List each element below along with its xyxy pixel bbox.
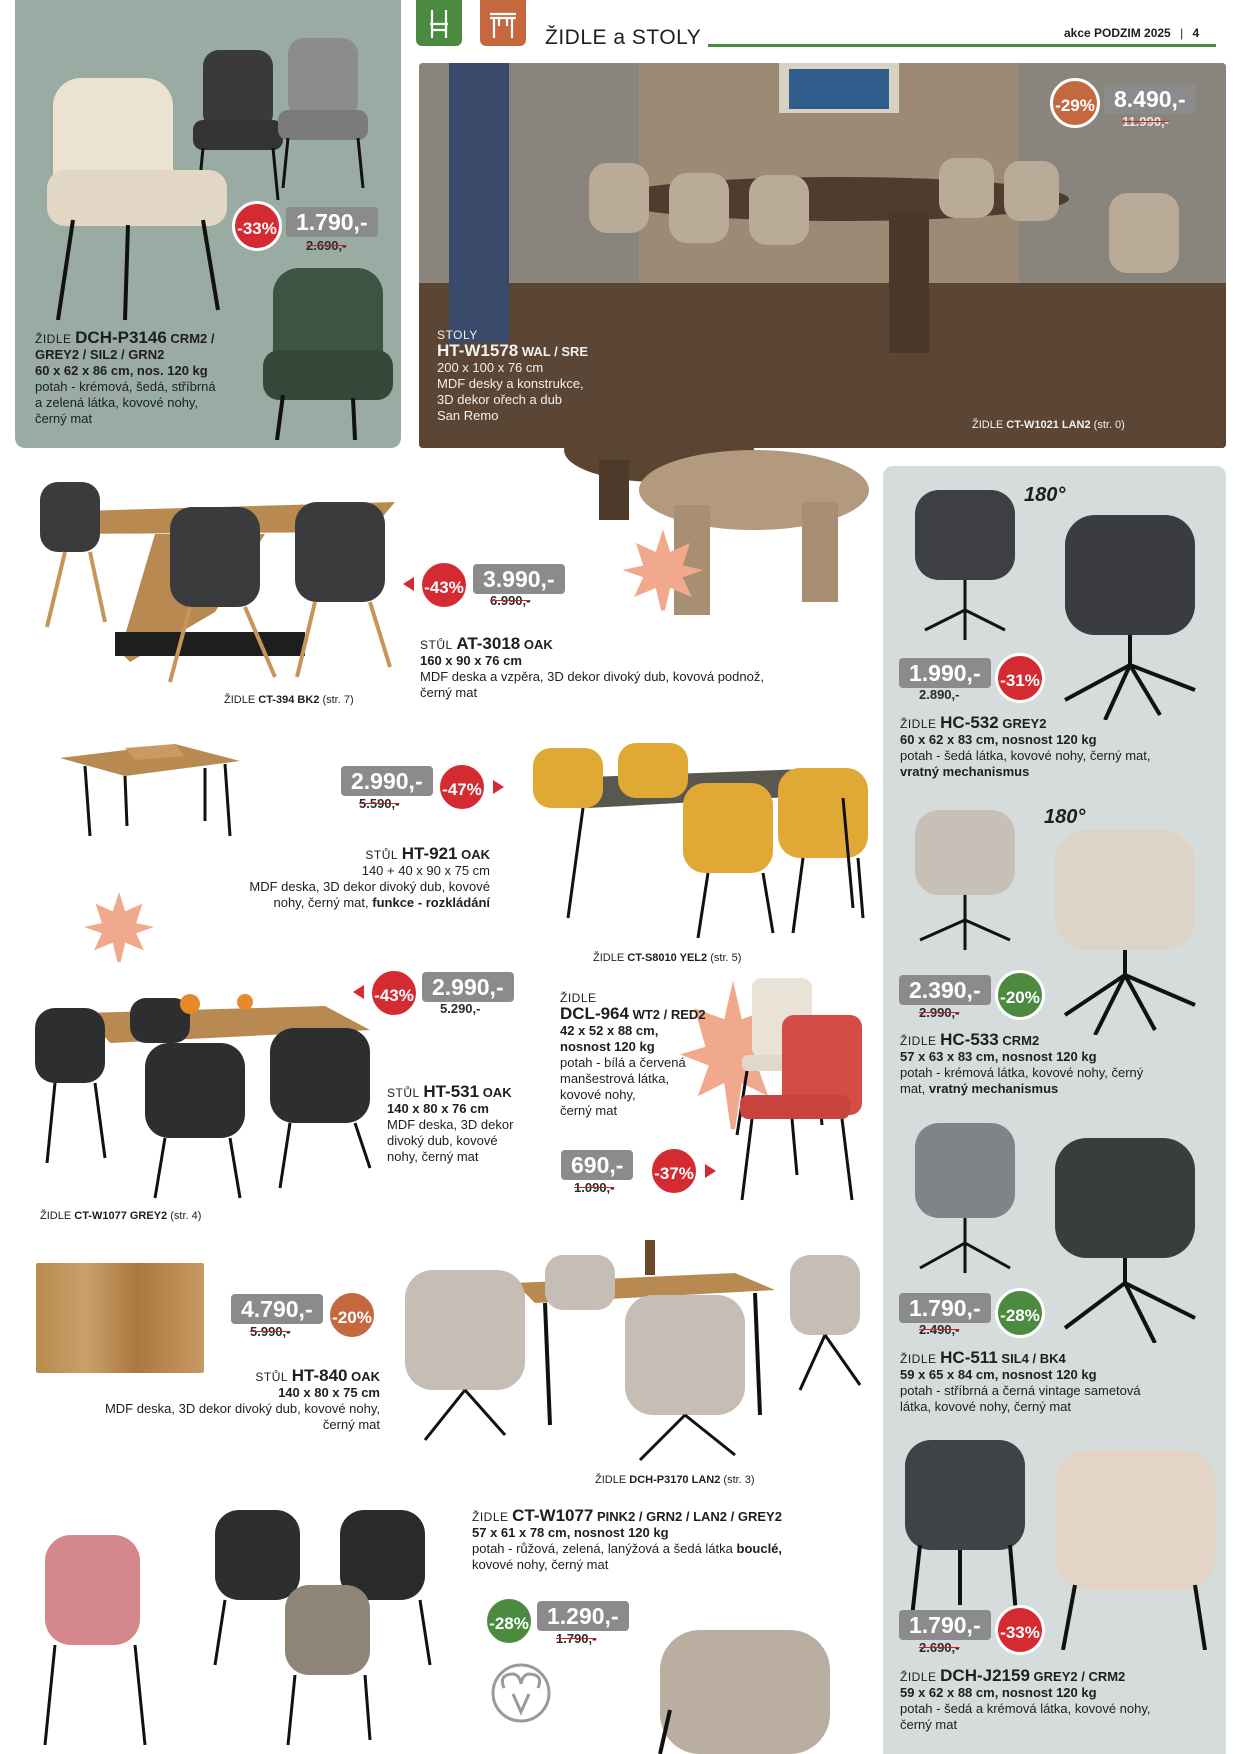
product-desc-2: manšestrová látka, bbox=[560, 1071, 670, 1086]
chair-category-icon bbox=[416, 0, 462, 46]
product-code: HT-W1578 bbox=[437, 341, 519, 360]
dcl-964-arrow bbox=[705, 1164, 716, 1178]
rotation-icon: 180° bbox=[1044, 806, 1086, 828]
ct-w1077-image bbox=[40, 1505, 460, 1750]
product-desc-1: potah - růžová, zelená, lanýžová a šedá látka bbox=[472, 1541, 733, 1556]
product-desc-1: potah - stříbrná a černá vintage sametová bbox=[900, 1383, 1141, 1398]
ht-921-discount: -47% bbox=[437, 762, 487, 812]
product-desc-2: divoký dub, kovové bbox=[387, 1133, 498, 1148]
dcl-964-image bbox=[712, 975, 862, 1210]
dch-p3146-discount: -33% bbox=[232, 201, 282, 251]
page-number: 4 bbox=[1192, 26, 1200, 40]
product-desc-3: černý mat bbox=[35, 411, 93, 426]
product-variant: OAK bbox=[523, 637, 553, 652]
chair-silver bbox=[278, 38, 368, 188]
caption-ref: (str. 7) bbox=[322, 694, 354, 706]
product-code: HT-531 bbox=[423, 1082, 480, 1101]
type-label: ŽIDLE bbox=[560, 991, 597, 1005]
dch-j2159-discount: -33% bbox=[995, 1605, 1045, 1655]
type-label: ŽIDLE bbox=[900, 1670, 937, 1684]
product-desc-2: černý mat bbox=[900, 1717, 958, 1732]
product-variant: WT2 / RED2 bbox=[632, 1007, 706, 1022]
ht-w1578-chair-caption bbox=[972, 419, 1125, 431]
caption-code: CT-394 BK2 bbox=[258, 694, 320, 706]
type-label: STŮL bbox=[420, 638, 453, 652]
dcl-964-info bbox=[560, 990, 730, 1119]
ram-logo-icon bbox=[486, 1658, 556, 1728]
at-3018-arrow bbox=[403, 577, 414, 591]
product-specs: 140 + 40 x 90 x 75 cm bbox=[361, 863, 490, 878]
hc-511-old-price: 2.490,- bbox=[919, 1322, 960, 1337]
ct-s8010-image bbox=[533, 738, 868, 938]
caption-ref: (str. 0) bbox=[1093, 419, 1125, 431]
product-specs: 57 x 61 x 78 cm, nosnost 120 kg bbox=[472, 1525, 669, 1540]
campaign-label bbox=[1064, 26, 1199, 40]
ht-531-discount: -43% bbox=[369, 968, 419, 1018]
ct-w1077-price: 1.290,- bbox=[537, 1601, 629, 1631]
product-code: DCL-964 bbox=[560, 1004, 629, 1023]
caption-label: ŽIDLE bbox=[595, 1474, 627, 1486]
product-specs: 200 x 100 x 76 cm bbox=[437, 360, 544, 375]
type-label: ŽIDLE bbox=[472, 1510, 509, 1524]
dcl-964-price: 690,- bbox=[561, 1150, 633, 1180]
product-desc-2: vratný mechanismus bbox=[900, 764, 1030, 779]
product-specs: 57 x 63 x 83 cm, nosnost 120 kg bbox=[900, 1049, 1097, 1064]
product-code: DCH-J2159 bbox=[940, 1666, 1030, 1685]
dch-p3146-price: 1.790,- bbox=[286, 207, 378, 237]
product-code: HC-511 bbox=[940, 1348, 998, 1367]
hc-511-discount: -28% bbox=[995, 1288, 1045, 1338]
caption-ref: (str. 3) bbox=[723, 1474, 755, 1486]
caption-code: CT-W1077 GREY2 bbox=[74, 1210, 168, 1222]
ct-w1077-discount: -28% bbox=[484, 1596, 534, 1646]
ht-840-info bbox=[40, 1368, 380, 1433]
product-desc-3: kovové nohy, bbox=[560, 1087, 636, 1102]
ct-w1077-old-price: 1.790,- bbox=[556, 1631, 597, 1646]
product-specs: 59 x 65 x 84 cm, nosnost 120 kg bbox=[900, 1367, 1097, 1382]
product-specs: 140 x 80 x 76 cm bbox=[387, 1101, 489, 1116]
product-code: HT-840 bbox=[291, 1366, 348, 1385]
product-variant: OAK bbox=[482, 1085, 512, 1100]
hc-533-price: 2.390,- bbox=[899, 975, 991, 1005]
product-variant: CRM2 bbox=[1002, 1033, 1040, 1048]
ht-531-old-price: 5.290,- bbox=[440, 1001, 481, 1016]
dch-p3146-info bbox=[35, 330, 265, 427]
hc-533-old-price: 2.990,- bbox=[919, 1005, 960, 1020]
at-3018-price: 3.990,- bbox=[473, 564, 565, 594]
ct-w1077-info bbox=[472, 1508, 872, 1573]
rotation-icon: 180° bbox=[1024, 484, 1066, 506]
type-label: STŮL bbox=[387, 1086, 420, 1100]
chair-cream bbox=[47, 78, 227, 320]
header-rule bbox=[708, 44, 1216, 47]
product-variant: GREY2 / CRM2 bbox=[1033, 1669, 1126, 1684]
caption-label: ŽIDLE bbox=[40, 1210, 72, 1222]
ht-840-tabletop-image bbox=[36, 1263, 204, 1373]
product-desc-1: MDF desky a konstrukce, bbox=[437, 376, 584, 391]
ht-921-image bbox=[55, 736, 245, 841]
product-desc-1: potah - bílá a červená bbox=[560, 1055, 686, 1070]
product-specs-2: nosnost 120 kg bbox=[560, 1039, 655, 1054]
at-3018-tables-image bbox=[564, 410, 870, 620]
caption-label: ŽIDLE bbox=[224, 694, 256, 706]
product-desc-1: MDF deska, 3D dekor divoký dub, kovové nohy, bbox=[104, 1401, 380, 1416]
ht-531-price: 2.990,- bbox=[422, 972, 514, 1002]
product-specs: 60 x 62 x 83 cm, nosnost 120 kg bbox=[900, 732, 1097, 747]
caption-label: ŽIDLE bbox=[593, 952, 625, 964]
ht-921-price: 2.990,- bbox=[341, 766, 433, 796]
at-3018-discount: -43% bbox=[419, 560, 469, 610]
ht-w1578-old-price: 11.990,- bbox=[1122, 114, 1169, 129]
product-desc-2: černý mat bbox=[322, 1417, 380, 1432]
type-label: STOLY bbox=[437, 328, 478, 342]
product-desc-1: potah - šedá látka, kovové nohy, černý mat, bbox=[900, 748, 1151, 763]
ht-w1578-price: 8.490,- bbox=[1104, 84, 1196, 114]
ht-921-old-price: 5.590,- bbox=[359, 796, 400, 811]
product-desc-2: látka, kovové nohy, černý mat bbox=[900, 1399, 1072, 1414]
type-label: ŽIDLE bbox=[35, 332, 72, 346]
product-variant: GREY2 bbox=[1002, 716, 1047, 731]
product-variant: WAL / SRE bbox=[521, 344, 589, 359]
product-desc-2: nohy, černý mat, bbox=[273, 895, 369, 910]
dch-j2159-old-price: 2.690,- bbox=[919, 1640, 960, 1655]
hc-533-info bbox=[900, 1032, 1220, 1097]
product-variant: CRM2 / bbox=[170, 331, 215, 346]
type-label: STŮL bbox=[255, 1370, 289, 1384]
product-desc-1-bold: bouclé, bbox=[736, 1541, 783, 1556]
caption-code: DCH-P3170 LAN2 bbox=[629, 1474, 721, 1486]
maple-leaf-icon bbox=[618, 525, 708, 615]
product-desc-1: MDF deska a vzpěra, 3D dekor divoký dub, kovová podnož, bbox=[420, 669, 764, 684]
product-desc-1: potah - krémová látka, kovové nohy, černý bbox=[900, 1065, 1144, 1080]
type-label: ŽIDLE bbox=[900, 717, 937, 731]
product-variant: OAK bbox=[461, 847, 490, 862]
product-specs: 140 x 80 x 75 cm bbox=[278, 1385, 380, 1400]
ht-531-arrow bbox=[353, 985, 364, 999]
product-desc-2: černý mat bbox=[420, 685, 478, 700]
hc-533-discount: -20% bbox=[995, 970, 1045, 1020]
table-category-icon bbox=[480, 0, 526, 46]
ct-s8010-caption bbox=[593, 952, 741, 964]
product-desc-2: mat, bbox=[900, 1081, 926, 1096]
caption-code: CT-S8010 YEL2 bbox=[627, 952, 708, 964]
dcl-964-discount: -37% bbox=[649, 1146, 699, 1196]
product-variant: SIL4 / BK4 bbox=[1001, 1351, 1066, 1366]
hc-511-info bbox=[900, 1350, 1220, 1415]
product-desc-1: potah - krémová, šedá, stříbrná bbox=[35, 379, 216, 394]
product-code: HC-533 bbox=[940, 1030, 999, 1049]
product-specs: 42 x 52 x 88 cm, bbox=[560, 1023, 659, 1038]
ct-w1077-closeup-image bbox=[650, 1620, 850, 1754]
product-code: AT-3018 bbox=[456, 634, 521, 653]
campaign-name: akce PODZIM 2025 bbox=[1064, 26, 1171, 40]
product-desc-2-bold: funkce - rozkládání bbox=[372, 895, 490, 910]
hc-532-info bbox=[900, 715, 1220, 780]
hc-532-discount: -31% bbox=[995, 653, 1045, 703]
product-specs: 59 x 62 x 88 cm, nosnost 120 kg bbox=[900, 1685, 1097, 1700]
ht-840-discount: -20% bbox=[327, 1290, 377, 1340]
at-3018-old-price: 6.990,- bbox=[490, 593, 531, 608]
ht-840-price: 4.790,- bbox=[231, 1294, 323, 1324]
ht-921-info bbox=[190, 846, 490, 911]
dch-j2159-price: 1.790,- bbox=[899, 1610, 991, 1640]
product-desc-3: San Remo bbox=[437, 408, 499, 423]
caption-label: ŽIDLE bbox=[972, 419, 1004, 431]
product-code: CT-W1077 bbox=[512, 1506, 594, 1525]
caption-ref: (str. 5) bbox=[710, 952, 742, 964]
product-desc-2: kovové nohy, černý mat bbox=[472, 1557, 609, 1572]
product-desc-4: černý mat bbox=[560, 1103, 618, 1118]
chair-green bbox=[263, 268, 393, 440]
at-3018-image bbox=[35, 462, 405, 684]
maple-leaf-icon-2 bbox=[80, 888, 158, 966]
at-3018-info bbox=[420, 636, 820, 701]
caption-code: CT-W1021 LAN2 bbox=[1006, 419, 1091, 431]
product-variant-2: GREY2 / SIL2 / GRN2 bbox=[35, 347, 165, 362]
product-specs: 60 x 62 x 86 cm, nos. 120 kg bbox=[35, 363, 208, 378]
type-label: ŽIDLE bbox=[900, 1034, 937, 1048]
product-desc-1: MDF deska, 3D dekor bbox=[387, 1117, 514, 1132]
ht-w1578-discount: -29% bbox=[1050, 78, 1100, 128]
ht-531-info bbox=[387, 1084, 537, 1165]
caption-ref: (str. 4) bbox=[170, 1210, 202, 1222]
dcl-964-old-price: 1.090,- bbox=[574, 1180, 615, 1195]
page-title: ŽIDLE a STOLY bbox=[545, 26, 702, 49]
product-desc-2-bold: vratný mechanismus bbox=[928, 1081, 1059, 1096]
product-variant: OAK bbox=[351, 1369, 380, 1384]
chair-icon bbox=[416, 0, 462, 46]
product-variant: PINK2 / GRN2 / LAN2 / GREY2 bbox=[597, 1509, 782, 1524]
table-icon bbox=[480, 0, 526, 46]
product-desc-2: 3D dekor ořech a dub bbox=[437, 392, 563, 407]
product-desc-3: nohy, černý mat bbox=[387, 1149, 479, 1164]
dch-p3170-caption bbox=[595, 1474, 755, 1486]
product-desc-1: MDF deska, 3D dekor divoký dub, kovové bbox=[249, 879, 490, 894]
ht-921-arrow bbox=[493, 780, 504, 794]
ht-840-old-price: 5.990,- bbox=[250, 1324, 291, 1339]
product-code: HC-532 bbox=[940, 713, 999, 732]
dch-p3170-image bbox=[405, 1225, 865, 1465]
product-code: DCH-P3146 bbox=[75, 328, 167, 347]
ht-531-image bbox=[35, 988, 375, 1203]
at-3018-chair-caption bbox=[224, 694, 354, 706]
header-separator: | bbox=[1180, 26, 1184, 40]
dch-j2159-info bbox=[900, 1668, 1220, 1733]
hc-532-price: 1.990,- bbox=[899, 658, 991, 688]
hc-532-old-price: 2.890,- bbox=[919, 687, 960, 702]
product-desc-1: potah - šedá a krémová látka, kovové nohy, bbox=[900, 1701, 1151, 1716]
hc-533-rotation-badge bbox=[1044, 806, 1085, 829]
product-desc-2: a zelená látka, kovové nohy, bbox=[35, 395, 199, 410]
product-specs: 160 x 90 x 76 cm bbox=[420, 653, 522, 668]
hc-532-rotation-badge bbox=[1024, 484, 1065, 507]
type-label: ŽIDLE bbox=[900, 1352, 937, 1366]
ht-531-chair-caption bbox=[40, 1210, 201, 1222]
dch-p3146-old-price: 2.690,- bbox=[306, 238, 347, 253]
type-label: STŮL bbox=[365, 848, 399, 862]
hc-511-price: 1.790,- bbox=[899, 1293, 991, 1323]
product-code: HT-921 bbox=[401, 844, 458, 863]
